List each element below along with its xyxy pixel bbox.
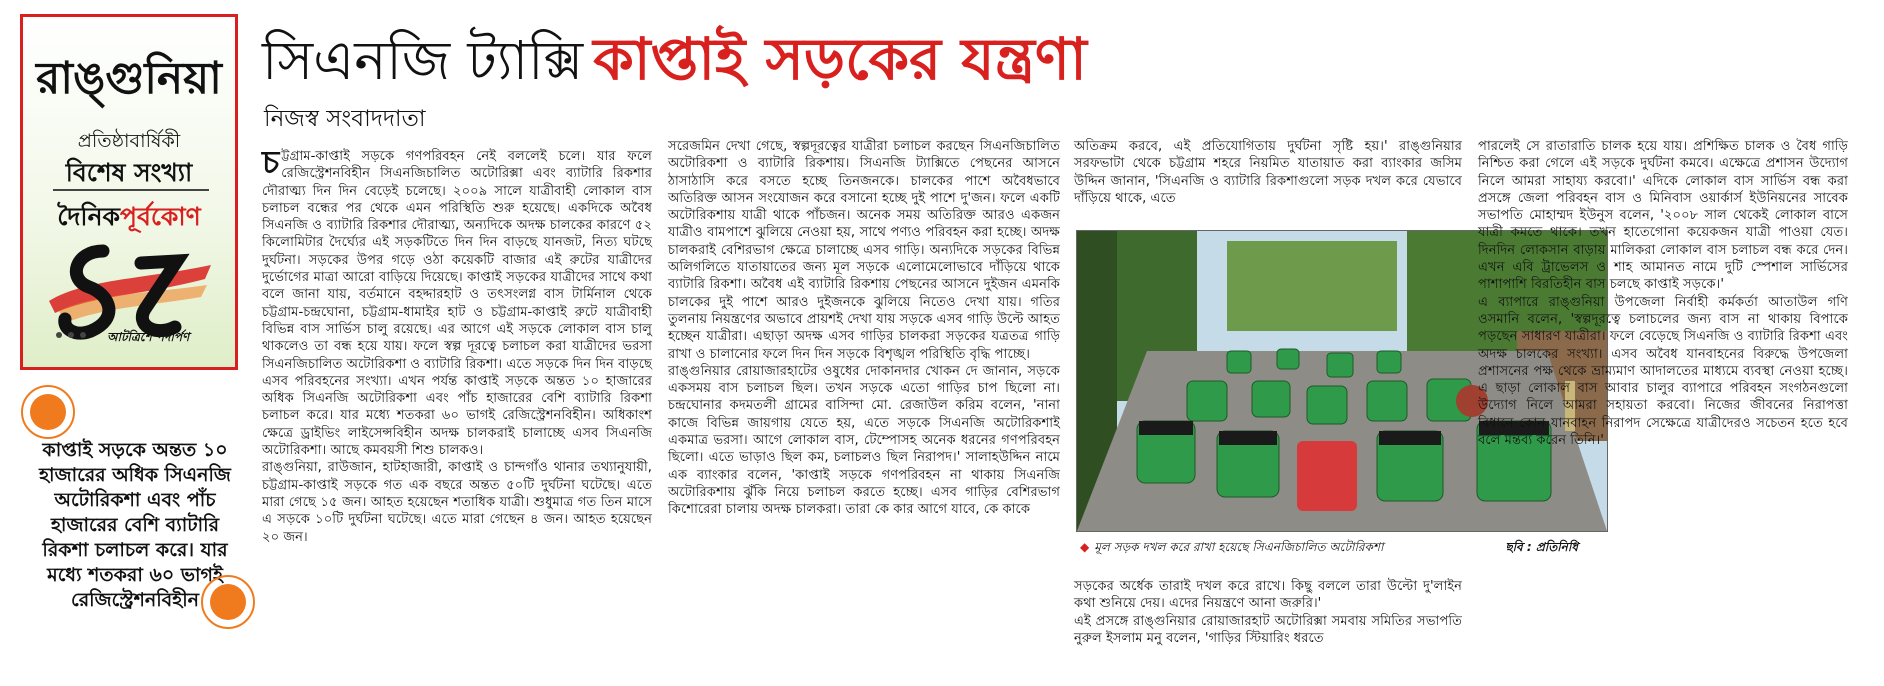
anniversary-label: প্রতিষ্ঠাবার্ষিকী — [77, 130, 181, 152]
article-column-3-top — [1074, 138, 1462, 207]
paragraph: পারলেই সে রাতারাতি চালক হয়ে যায়। প্রশিক্ষিত চালক ও বৈধ গাড়ি নিশ্চিত করা গেলে এই সড়কে দুর্ঘটনা কমবে। এক্ষেত্রে প্রশাসন উদ্যোগ নিলে আমরা সাহায্য করবো।' এদিকে লোকাল বাস সার্ভিস বন্ধ করা প্রসঙ্গে জেলা পরিবহন বাস ও মিনিবাস ওয়ার্কার্স ইউনিয়নের সাবেক সভাপতি মোহাম্মদ ইউনুস বলেন, '২০০৮ সাল থেকেই লোকাল বাসে যাত্রী কমতে থাকে। তখন হাতেগোনা কয়েকজন যাত্রী পাওয়া যেত। দিনদিন লোকসান বাড়ায় মালিকরা লোকাল বাস চলাচল বন্ধ করে দেন। এখন এবি ট্রাভেলস ও শাহ আমানত নামে দুটি স্পেশাল সার্ভিসের পাশাপাশি বিরতিহীন বাস চলছে কাপ্তাই সড়কে।' — [1478, 139, 1848, 293]
headline-part-2: কাপ্তাই সড়কের যন্ত্রণা — [593, 25, 1087, 93]
article-column-2 — [668, 138, 1060, 519]
paragraph: রাঙ্গুনিয়ার রোয়াজারহাটের ওষুধের দোকানদার খোকন দে জানান, সড়কে একসময় বাস চলাচল ছিল। তখন সড়কে এতো গাড়ির চাপ ছিলো না। চন্দ্রঘোনার কদমতলী গ্রামের বাসিন্দা মো. রেজাউল করিম বলেন, 'নানা কাজে বিভিন্ন জায়গায় যেতে হয়, এতে সড়কে সিএনজি অটোরিকশাই একমাত্র ভরসা। আগে লোকাল বাস, টেম্পোসহ অনেক ধরনের গণপরিবহন ছিলো। এতে ভাড়াও ছিল কম, চলাচলও ছিল নিরাপদ।' সালাহউদ্দিন নামে এক ব্যাংকার বলেন, 'কাপ্তাই সড়কে গণপরিবহন না থাকায় সিএনজি অটোরিকশায় ঝুঁকি নিয়ে চলাচল করতে হচ্ছে। এসব গাড়ির বেশিরভাগ কিশোরেরা চালায় অদক্ষ চালকরা। তারা কে কার আগে যাবে, কে কাকে — [668, 363, 1060, 518]
photo-credit: ছবি : প্রতিনিধি — [1505, 540, 1578, 554]
place-title: রাঙ্গুনিয়া — [36, 53, 222, 104]
article-column-1 — [262, 143, 652, 546]
photo-caption — [1080, 539, 1610, 559]
special-issue-box — [20, 14, 238, 370]
paragraph — [262, 143, 652, 459]
paragraph: সরেজমিন দেখা গেছে, স্বল্পদূরত্বের যাত্রীরা চলাচল করছেন সিএনজিচালিত অটোরিকশা ও ব্যাটারি রিকশায়। সিএনজি ট্যাক্সিতে পেছনের আসনে ঠাসাঠাসি করে বসতে হচ্ছে তিনজনকে। চালকের পাশে অবৈধভাবে অতিরিক্ত আসন সংযোজন করে বসানো হচ্ছে দুই পাশে দু'জন। ফলে একটি অটোরিকশায় যাত্রী থাকে পাঁচজন। অনেক সময় অতিরিক্ত আরও একজন যাত্রীও বামপাশে ঝুলিয়ে নেওয়া হয়, সাথে পণ্যও পরিবহন করা হচ্ছে। অদক্ষ চালকরাই বেশিরভাগ ক্ষেত্রে চালাচ্ছে এসব গাড়ি। অন্যদিকে সড়কের বিভিন্ন অলিগলিতে যাতায়াতের জন্য মূল সড়কে এলোমেলোভাবে দাঁড়িয়ে থাকে ব্যাটারি রিকশা। অবৈধ এই ব্যাটারি রিকশায় পেছনের আসনে দুইজন এমনকি চালকের দুই পাশে আরও দুইজনকে ঝুলিয়ে নিতেও দেখা যায়। গতির তুলনায় নিয়ন্ত্রণের অভাবে প্রায়শই দেখা যায় সড়কে এসব গাড়ি উল্টে আহত হচ্ছেন যাত্রীরা। এছাড়া অদক্ষ এসব গাড়ির চালকরা সড়কের যত্রতত্র গাড়ি রাখা ও চালানোর ফলে দিন দিন সড়কে বিশৃঙ্খল পরিস্থিতি বৃদ্ধি পাচ্ছে। — [668, 139, 1060, 362]
side-summary: কাপ্তাই সড়কে অন্তত ১০ হাজারের অধিক সিএনজি অটোরিকশা এবং পাঁচ হাজারের বেশি ব্যাটারি রিকশা চলাচল করে। যার মধ্যে শতকরা ৬০ ভাগই রেজিস্ট্রেশনবিহীন — [39, 439, 231, 611]
decorative-circle-icon — [200, 574, 256, 630]
paragraph: এই প্রসঙ্গে রাঙ্গুনিয়ার রোয়াজারহাট অটোরিক্সা সমবায় সমিতির সভাপতি নুরুল ইসলাম মনু বলেন, 'গাড়ির স্টিয়ারিং ধরতে — [1074, 613, 1462, 646]
headline — [262, 22, 1087, 111]
paragraph: অতিক্রম করবে, এই প্রতিযোগিতায় দুর্ঘটনা সৃষ্টি হয়।' রাঙ্গুনিয়ার সরফভাটা থেকে চট্টগ্রাম শহরে নিয়মিত যাতায়াত করা ব্যাংকার জসিম উদ্দিন জানান, 'সিএনজি ও ব্যাটারি রিকশাগুলো সড়ক দখল করে যেভাবে দাঁড়িয়ে থাকে, এতে — [1074, 139, 1462, 206]
decorative-circle-icon — [20, 384, 76, 440]
paragraph: রাঙ্গুনিয়া, রাউজান, হাটহাজারী, কাপ্তাই ও চান্দগাঁও থানার তথ্যানুযায়ী, চট্টগ্রাম-কাপ্তাই সড়কে গত এক বছরে অন্তত ৫০টি দুর্ঘটনা ঘটেছে। এতে মারা গেছে ১৫ জন। আহত হয়েছেন শতাধিক যাত্রী। শুধুমাত্র গত তিন মাসে এ সড়কে ১০টি দুর্ঘটনা ঘটেছে। এতে মারা গেছেন ৪ জন। আহত হয়েছেন ২০ জন। — [262, 460, 652, 545]
paragraph: সড়কের অর্ধেক তারাই দখল করে রাখে। কিছু বললে তারা উল্টো দু'লাইন কথা শুনিয়ে দেয়। এদের নিয়ন্ত্রণে আনা জরুরি।' — [1074, 579, 1462, 612]
newspaper-name — [23, 197, 235, 240]
article-column-4 — [1478, 138, 1848, 449]
anniversary-tagline: আটত্রিশে পদার্পণ — [107, 330, 190, 344]
byline: নিজস্ব সংবাদদাতা — [264, 106, 426, 132]
paragraph: এ ব্যাপারে রাঙ্গুনিয়া উপজেলা নির্বাহী কর্মকর্তা আতাউল গণি ওসমানি বলেন, 'স্বল্পদূরত্বে চলাচলের জন্য বাস না থাকায় বিপাকে পড়ছেন সাধারণ যাত্রীরা। ফলে বেড়েছে সিএনজি ও ব্যাটারি রিকশা এবং অদক্ষ চালকের সংখ্যা। এসব অবৈধ যানবাহনের বিরুদ্ধে উপজেলা প্রশাসনের পক্ষ থেকে ভ্রাম্যমাণ আদালতের মাধ্যমে ব্যবস্থা নেওয়া হচ্ছে। এ ছাড়া লোকাল বাস আবার চালুর ব্যাপারে পরিবহন সংগঠনগুলো উদ্যোগ নিলে আমরা সহায়তা করবো। নিজের জীবনের নিরাপত্তা বিধানে কোন যানবাহন নিরাপদ সেক্ষেত্রে যাত্রীদেরও সচেতন হতে হবে বলে মন্তব্য করেন তিনি।' — [1478, 294, 1848, 449]
newspaper-name-main: পূর্বকোণ — [120, 202, 201, 231]
newspaper-name-prefix: দৈনিক — [57, 202, 120, 231]
divider — [53, 189, 209, 191]
dropcap: চ — [262, 143, 280, 181]
article-column-3-bottom — [1074, 578, 1462, 647]
special-issue-label: বিশেষ সংখ্যা — [65, 158, 193, 187]
photo-caption-text: মূল সড়ক দখল করে রাখা হয়েছে সিএনজিচালিত অটোরিকশা — [1094, 540, 1384, 554]
paragraph-text: ট্টগ্রাম-কাপ্তাই সড়কে গণপরিবহন নেই বললেই চলে। যার ফলে রেজিস্ট্রেশনবিহীন সিএনজিচালিত অটোরিক্সা এবং ব্যাটারি রিকশার দৌরাত্ম্য দিন দিন বেড়েই চলেছে। ২০০৯ সালে যাত্রীবাহী লোকাল বাস চলাচল বন্ধের পর থেকে এমন পরিস্থিতি শুরু হয়েছে। একদিকে অবৈধ সিএনজি ও ব্যাটারি রিকশার দৌরাত্ম্য, অন্যদিকে অদক্ষ চালকের কারণে ৫২ কিলোমিটার দৈর্ঘ্যের এই সড়কটিতে দিন দিন বাড়ছে যানজট, নিত্য ঘটছে দুর্ঘটনা। সড়কের উপর গড়ে ওঠা কয়েকটি বাজার এই রুটের যাত্রীদের দুর্ভোগের মাত্রা আরো বাড়িয়ে দিয়েছে। কাপ্তাই সড়কের যাত্রীদের সাথে কথা বলে জানা যায়, বর্তমানে বহদ্দারহাট ও তৎসংলগ্ন বাস টার্মিনাল থেকে চট্টগ্রাম-চন্দ্রঘোনা, চট্টগ্রাম-ধামাইর হাট ও চট্টগ্রাম-কাপ্তাই রুটে যাত্রীবাহী বিভিন্ন বাস সার্ভিস চালু রয়েছে। এর আগে এই সড়কে লোকাল বাস চালু থাকলেও তা বন্ধ হয়ে যায়। ফলে স্বল্প দূরত্বে চলাচল করা যাত্রীদের ভরসা সিএনজিচালিত অটোরিকশা ও ব্যাটারি রিকশা। এতে সড়কে দিন দিন বাড়ছে এসব পরিবহনের সংখ্যা। এখন পর্যন্ত কাপ্তাই সড়কে অন্তত ১০ হাজারের অধিক সিএনজি অটোরিকশা এবং পাঁচ হাজারের বেশি ব্যাটারি রিকশা চলাচল করে। যার মধ্যে শতকরা ৬০ ভাগই রেজিস্ট্রেশনবিহীন। অধিকাংশ ক্ষেত্রে ড্রাইভিং লাইসেন্সবিহীন অদক্ষ চালকরাই চালাচ্ছে এসব সিএনজি অটোরিকশা। আছে কমবয়সী শিশু চালকও। — [262, 149, 652, 459]
headline-part-1: সিএনজি ট্যাক্সি — [262, 29, 584, 92]
caption-bullet-icon: ◆ — [1080, 540, 1090, 554]
